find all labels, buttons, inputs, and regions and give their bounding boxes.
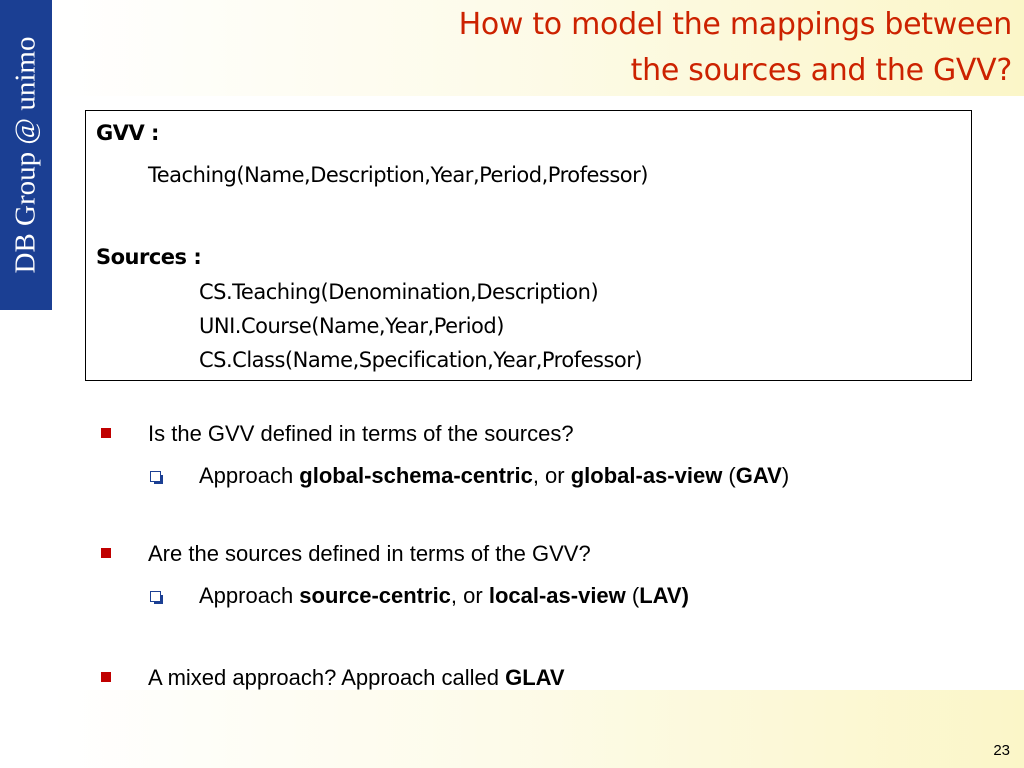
sidebar-label: DB Group @ unimo [9,36,42,274]
schema-box [85,110,972,381]
sub-bullet-2-open: ( [625,583,640,608]
gvv-relation: Teaching(Name,Description,Year,Period,Professor) [148,163,648,187]
sources-label: Sources : [96,245,202,269]
sub-bullet-1-open: ( [722,463,736,488]
square-bullet-icon [101,428,111,438]
sub-bullet-2-prefix: Approach [199,583,300,608]
page-number: 23 [993,742,1010,759]
slide-title [252,2,1012,94]
bullet-3-prefix: A mixed approach? Approach called [148,665,506,690]
sub-bullet-1-term-1: global-schema-centric [299,463,533,488]
bullet-3-term: GLAV [505,665,565,690]
source-relation-3: CS.Class(Name,Specification,Year,Professor) [199,348,643,372]
slide-title-line-2: the sources and the GVV? [630,53,1012,88]
bullet-item-2: Are the sources defined in terms of the GVV? [148,541,591,566]
sidebar-banner [0,0,52,310]
sub-bullet-1-term-2: global-as-view [570,463,723,488]
sub-bullet-2-acronym: LAV) [639,583,689,608]
sub-bullet-2-term-1: source-centric [299,583,451,608]
checkbox-bullet-icon [150,471,161,482]
sub-bullet-item-2 [199,583,689,609]
sub-bullet-1-close: ) [781,463,790,488]
sub-bullet-2-term-2: local-as-view [488,583,626,608]
checkbox-bullet-icon [150,591,161,602]
source-relation-2: UNI.Course(Name,Year,Period) [199,314,504,338]
gvv-label: GVV : [96,121,159,145]
sub-bullet-1-mid: , or [532,463,571,488]
sub-bullet-1-prefix: Approach [199,463,300,488]
square-bullet-icon [101,548,111,558]
sub-bullet-1-acronym: GAV [735,463,782,488]
square-bullet-icon [101,672,111,682]
bullet-item-1: Is the GVV defined in terms of the sources? [148,421,574,446]
sub-bullet-2-mid: , or [450,583,489,608]
source-relation-1: CS.Teaching(Denomination,Description) [199,280,599,304]
sub-bullet-item-1 [199,463,789,489]
footer-band [52,690,1024,768]
bullet-item-3 [148,665,565,691]
slide-title-line-1: How to model the mappings between [458,7,1012,42]
